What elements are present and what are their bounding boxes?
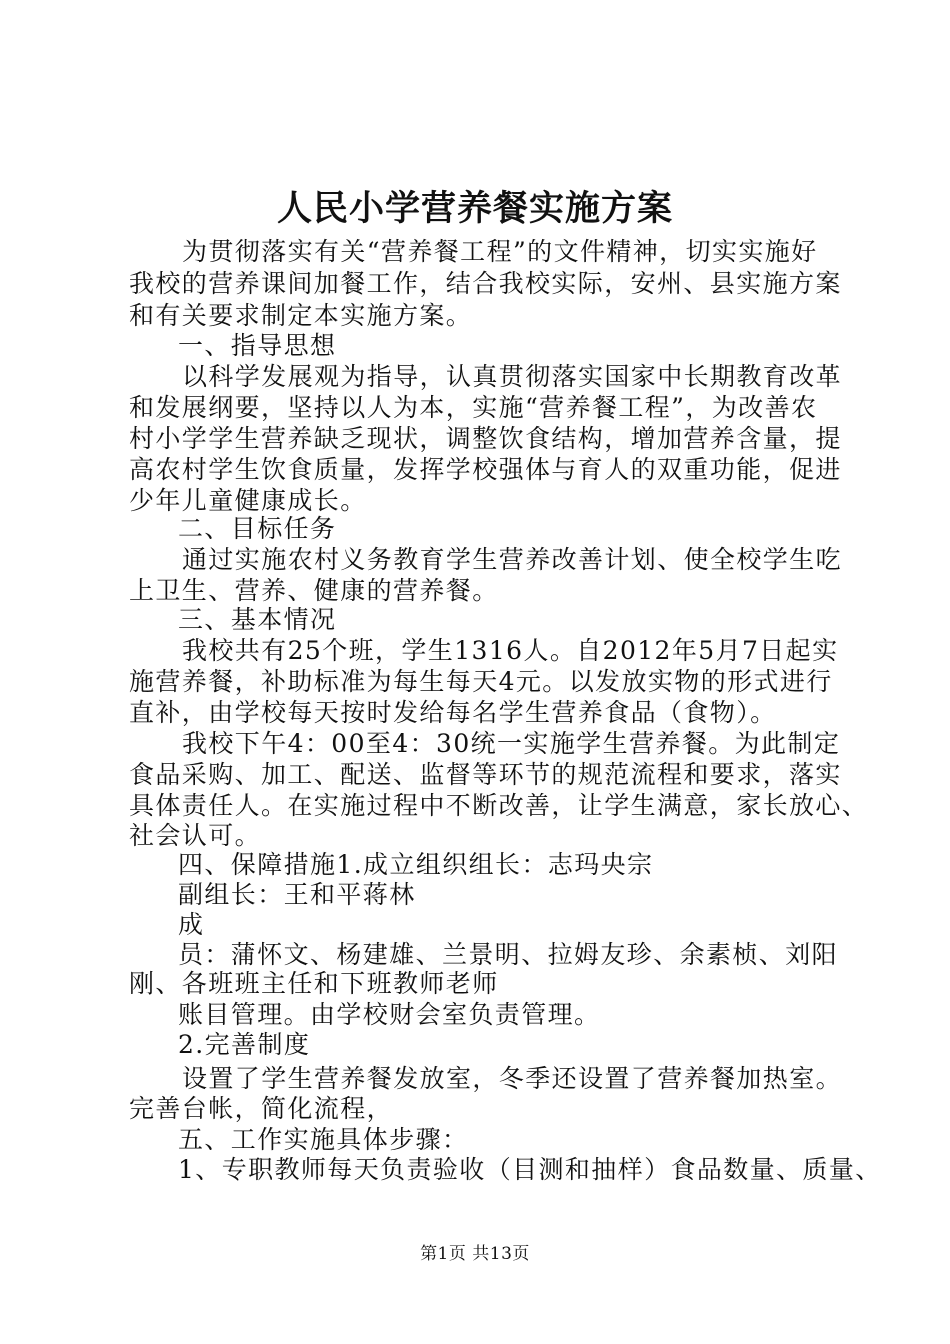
- paragraph-line: 副组长：王和平蒋林: [178, 880, 416, 909]
- section-heading: 二、目标任务: [178, 514, 337, 543]
- paragraph-line: 成: [178, 910, 205, 939]
- paragraph-line: 为贯彻落实有关“营养餐工程”的文件精神，切实实施好: [182, 237, 818, 266]
- paragraph-line: 上卫生、营养、健康的营养餐。: [129, 576, 499, 605]
- paragraph-line: 员：蒲怀文、杨建雄、兰景明、拉姆友珍、余素桢、刘阳: [178, 940, 839, 969]
- document-title: 人民小学营养餐实施方案: [276, 188, 673, 229]
- section-heading: 四、保障措施1.成立组织组长：志玛央宗: [178, 850, 654, 879]
- paragraph-line: 食品采购、加工、配送、监督等环节的规范流程和要求，落实: [129, 760, 842, 789]
- paragraph-line: 和有关要求制定本实施方案。: [129, 301, 473, 330]
- paragraph-line: 村小学学生营养缺乏现状，调整饮食结构，增加营养含量，提: [129, 424, 842, 453]
- section-heading: 2.完善制度: [178, 1030, 311, 1059]
- paragraph-line: 少年儿童健康成长。: [129, 486, 367, 515]
- paragraph-line: 高农村学生饮食质量，发挥学校强体与育人的双重功能，促进: [129, 455, 842, 484]
- paragraph-line: 施营养餐，补助标准为每生每天4元。以发放实物的形式进行: [129, 667, 833, 696]
- paragraph-line: 通过实施农村义务教育学生营养改善计划、使全校学生吃: [182, 545, 843, 574]
- paragraph-line: 和发展纲要，坚持以人为本，实施“营养餐工程”，为改善农: [129, 393, 818, 422]
- paragraph-line: 具体责任人。在实施过程中不断改善，让学生满意，家长放心、: [129, 791, 869, 820]
- paragraph-line: 我校的营养课间加餐工作，结合我校实际，安州、县实施方案: [129, 269, 842, 298]
- paragraph-line: 设置了学生营养餐发放室，冬季还设置了营养餐加热室。: [182, 1064, 843, 1093]
- section-heading: 一、指导思想: [178, 331, 337, 360]
- paragraph-line: 账目管理。由学校财会室负责管理。: [178, 1000, 601, 1029]
- paragraph-line: 直补，由学校每天按时发给每名学生营养食品（食物）。: [129, 698, 777, 727]
- paragraph-line: 以科学发展观为指导，认真贯彻落实国家中长期教育改革: [182, 362, 843, 391]
- section-heading: 五、工作实施具体步骤：: [178, 1125, 469, 1154]
- paragraph-line: 1、专职教师每天负责验收（目测和抽样）食品数量、质量、: [178, 1155, 882, 1184]
- section-heading: 三、基本情况: [178, 605, 337, 634]
- page-number-footer: 第1页 共13页: [420, 1244, 530, 1264]
- paragraph-line: 我校下午4：00至4：30统一实施学生营养餐。为此制定: [182, 729, 841, 758]
- paragraph-line: 完善台帐，简化流程，: [129, 1094, 394, 1123]
- paragraph-line: 社会认可。: [129, 821, 262, 850]
- paragraph-line: 刚、各班班主任和下班教师老师: [129, 969, 499, 998]
- paragraph-line: 我校共有25个班，学生1316人。自2012年5月7日起实: [182, 636, 839, 665]
